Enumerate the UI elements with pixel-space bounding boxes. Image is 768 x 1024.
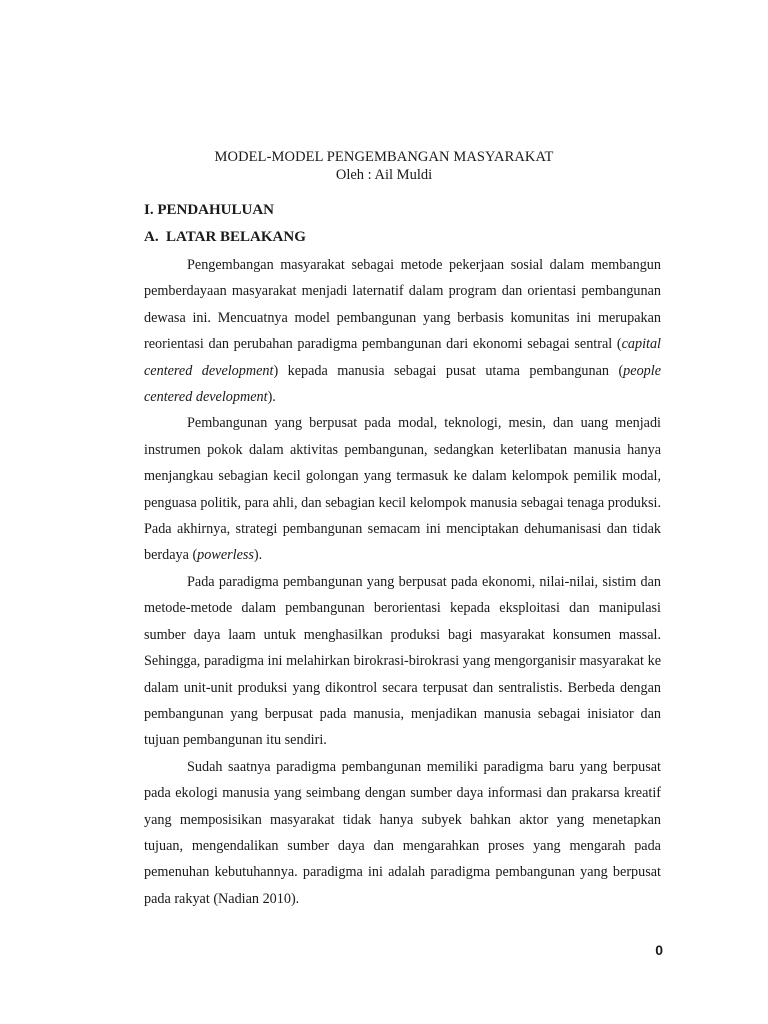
paragraph-3: Pada paradigma pembangunan yang berpusat pada ekonomi, nilai-nilai, sistim dan metode-metode dalam pembangunan berorientasi kepada eksploitasi dan manipulasi sumber daya laam untuk menghasilkan produksi bagi masyarakat konsumen massal. Sehingga, paradigma ini melahirkan birokrasi-birokrasi yang mengorganisir masyarakat ke dalam unit-unit produksi yang dikontrol secara terpusat dan sentralistis. Berbeda dengan pembangunan yang berpusat pada manusia, menjadikan manusia sebagai inisiator dan tujuan pembangunan itu sendiri. — [144, 573, 661, 749]
paragraph-1-text-e: ). — [267, 389, 276, 406]
paragraph-2 — [144, 410, 661, 568]
paragraph-1-text-a: Pengembangan masyarakat sebagai metode pekerjaan sosial dalam membangun pemberdayaan masyarakat menjadi laternatif dalam program dan orientasi pembangunan dewasa ini. Mencuatnya model pembangunan yang berbasis komunitas ini merupakan reorientasi dan perubahan paradigma pembangunan dari ekonomi sebagai sentral ( — [144, 257, 661, 353]
subsection-number: A. — [144, 229, 159, 245]
paragraph-1-italic-a: capital centered development — [144, 336, 661, 379]
paragraph-4: Sudah saatnya paradigma pembangunan memiliki paradigma baru yang berpusat pada ekologi manusia yang seimbang dengan sumber daya informasi dan prakarsa kreatif yang memposisikan masyarakat tidak hanya subyek bahkan aktor yang menetapkan tujuan, mengendalikan sumber daya dan mengarahkan proses yang mengarah pada pemenuhan kebutuhannya. paradigma ini adalah paradigma pembangunan yang berpusat pada rakyat (Nadian 2010). — [144, 758, 661, 907]
paragraph-2-italic: powerless — [197, 547, 254, 564]
document-byline: Oleh : Ail Muldi — [335, 167, 433, 183]
paragraph-1-text-c: ) kepada manusia sebagai pusat utama pembangunan ( — [273, 362, 624, 379]
paragraph-1-italic-b: people centered development — [144, 362, 661, 406]
page-number: 0 — [655, 942, 663, 958]
paragraph-2-text-c: ). — [253, 547, 263, 564]
subsection-heading — [144, 227, 306, 247]
body-text — [144, 252, 661, 912]
paragraph-1 — [144, 252, 661, 410]
document-title: MODEL-MODEL PENGEMBANGAN MASYARAKAT — [214, 149, 554, 165]
paragraph-2-text-a: Pembangunan yang berpusat pada modal, teknologi, mesin, dan uang menjadi instrumen pokok dalam aktivitas pembangunan, sedangkan keterlibatan manusia hanya menjangkau sebagian kecil golongan yang termasuk ke dalam kelompok pemilik modal, penguasa politik, para ahli, dan sebagian kecil kelompok manusia sebagai tenaga produksi. Pada akhirnya, strategi pembangunan semacam ini menciptakan dehumanisasi dan tidak berdaya ( — [144, 415, 661, 564]
subsection-title: LATAR BELAKANG — [166, 229, 306, 245]
section-heading: I. PENDAHULUAN — [144, 202, 275, 218]
